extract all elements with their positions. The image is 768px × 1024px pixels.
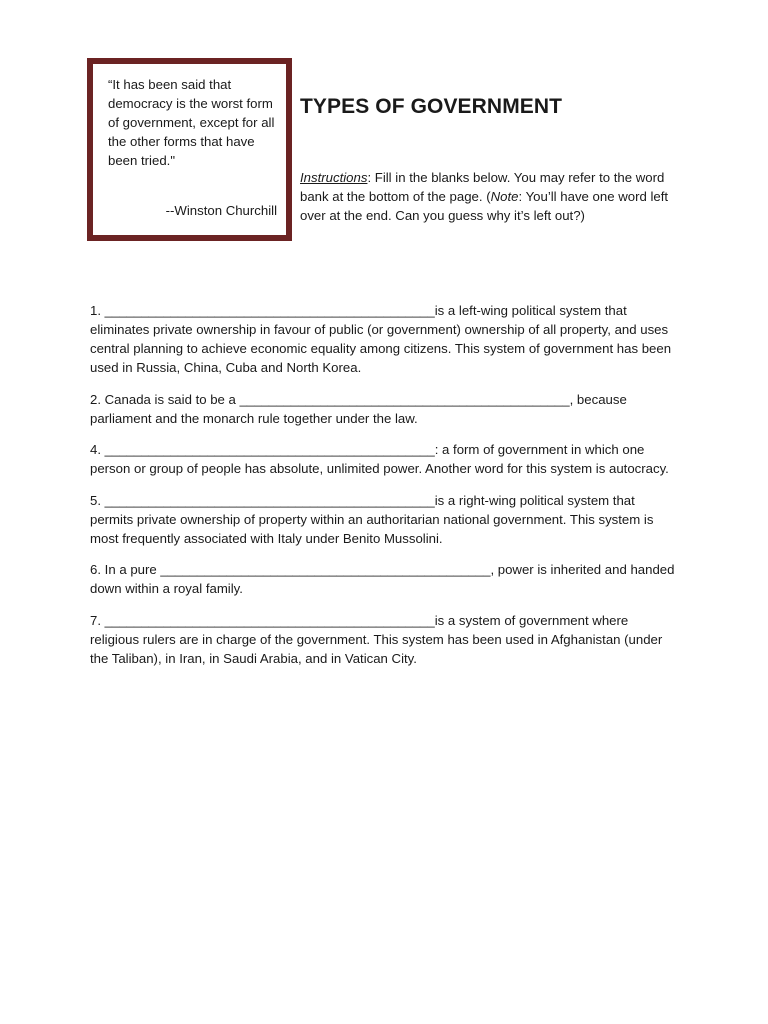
quote-box <box>87 58 292 241</box>
question-2 <box>90 390 680 428</box>
instructions <box>300 168 680 225</box>
question-blank[interactable]: _____________________________________________ <box>104 303 435 318</box>
quote-text: “It has been said that democracy is the worst form of government, except for all the other forms that have been tried." <box>108 77 275 168</box>
question-text: is a system of government where religious rulers are in charge of the government. This system has been used in Afghanistan (under the Taliban), in Iran, in Saudi Arabia, and in Vatican City. <box>90 612 663 666</box>
question-list <box>90 301 680 680</box>
instructions-label: Instructions <box>300 170 368 185</box>
note-label: Note <box>490 189 519 204</box>
question-5 <box>90 491 680 548</box>
question-prefix: 4. <box>90 442 105 457</box>
question-prefix: 6. In a pure <box>90 562 161 577</box>
question-text: : a form of government in which one person or group of people has absolute, unlimited power. Another word for this system is autocracy. <box>90 442 669 476</box>
quote-author: --Winston Churchill <box>165 203 277 218</box>
question-prefix: 2. Canada is said to be a <box>90 391 240 407</box>
question-text: , because parliament and the monarch rule together under the law. <box>90 391 627 426</box>
question-text: is a left-wing political system that eliminates private ownership in favour of public (or government) ownership of all property, and uses central planning to achieve economic equality among citizens. This system of government has been used in Russia, China, Cuba and North Korea. <box>90 303 672 375</box>
question-blank[interactable]: _____________________________________________ <box>239 391 570 407</box>
question-prefix: 5. <box>90 492 105 508</box>
question-text: , power is inherited and handed down within a royal family. <box>90 562 675 596</box>
page-title: TYPES OF GOVERNMENT <box>300 95 563 118</box>
note-text: : You’ll have one word left over at the end. Can you guess why it’s left out?) <box>300 189 669 223</box>
question-blank[interactable]: _____________________________________________ <box>104 492 435 508</box>
question-blank[interactable]: _____________________________________________ <box>104 612 435 628</box>
question-7 <box>90 611 680 668</box>
question-blank[interactable]: _____________________________________________ <box>104 442 435 457</box>
question-6 <box>90 560 680 598</box>
question-4 <box>90 440 680 478</box>
question-prefix: 7. <box>90 612 105 628</box>
question-prefix: 1. <box>90 303 105 318</box>
question-blank[interactable]: _____________________________________________ <box>160 562 491 577</box>
question-1 <box>90 301 680 377</box>
instructions-text: : Fill in the blanks below. You may refer to the word bank at the bottom of the page. ( <box>300 170 665 204</box>
question-text: is a right-wing political system that permits private ownership of property within an authoritarian national government. This system is most frequently associated with Italy under Benito Mussolini. <box>90 492 654 546</box>
